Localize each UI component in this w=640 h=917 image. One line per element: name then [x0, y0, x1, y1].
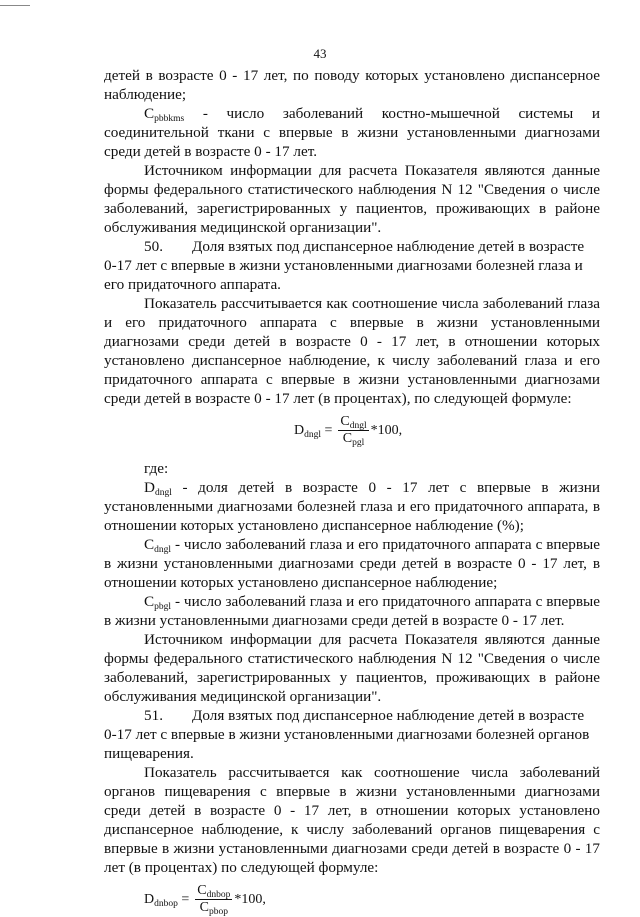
- definition-text: - число заболеваний костно-мышечной системы и соединительной ткани с впервые в жизни установленными диагнозами среди детей в возрасте 0 - 17 лет.: [104, 105, 600, 160]
- symbol-subscript: pbbkms: [154, 114, 185, 124]
- formula-tail: *100,: [234, 892, 266, 907]
- definition-text: - число заболеваний глаза и его придаточного аппарата с впервые в жизни установленными диагнозами среди детей в возрасте 0 - 17 лет, в отношении которых установлено диспансерное наблюдение;: [104, 536, 600, 591]
- source-paragraph-2: Источником информации для расчета Показателя являются данные формы федерального статистического наблюдения N 12 "Сведения о числе заболеваний, зарегистрированных у пациентов, проживающих в районе обслуживания медицинской организации".: [104, 631, 600, 705]
- definition-cpbbkms: [104, 104, 600, 161]
- paragraph-continuation: детей в возрасте 0 - 17 лет, по поводу которых установлено диспансерное наблюдение;: [104, 67, 600, 103]
- formula-dngl: [294, 414, 600, 447]
- definition-cdngl: [104, 535, 600, 592]
- method-paragraph-1: Показатель рассчитывается как соотношение числа заболеваний глаза и его придаточного аппарата с впервые в жизни установленными диагнозами среди детей в возрасте 0 - 17 лет, в отношении которых установлено диспансерное наблюдение, к числу заболеваний глаза и его придаточного аппарата с впервые в жизни установленными диагнозами среди детей в возрасте 0 - 17 лет (в процентах), по следующей формуле:: [104, 295, 600, 407]
- formula-lhs: $D_{dnbop}$ =: [144, 892, 190, 909]
- source-paragraph-1: Источником информации для расчета Показателя являются данные формы федерального статистического наблюдения N 12 "Сведения о числе заболеваний, зарегистрированных у пациентов, проживающих в районе обслуживания медицинской организации".: [104, 162, 600, 236]
- document-body: [104, 66, 600, 916]
- method-paragraph-2: Показатель рассчитывается как соотношение числа заболеваний органов пищеварения с впервые в жизни установленными диагнозами среди детей в возрасте 0 - 17 лет, в отношении которых установлено диспансерное наблюдение, к числу заболеваний органов пищеварения с впервые в жизни установленными диагнозами среди детей в возрасте 0 - 17 лет (в процентах) по следующей формуле:: [104, 764, 600, 876]
- item-51-heading: [104, 706, 600, 763]
- symbol-subscript: pbgl: [154, 602, 172, 612]
- symbol-subscript: dngl: [154, 488, 172, 498]
- symbol-subscript: dngl: [154, 545, 172, 555]
- formula-fraction: [195, 883, 232, 916]
- fraction-numerator: $C_{dngl}$: [340, 414, 367, 431]
- symbol: D: [144, 479, 155, 496]
- formula-lhs: $D_{dngl}$ =: [294, 423, 333, 440]
- definition-text: - доля детей в возрасте 0 - 17 лет с впервые в жизни установленными диагнозами болезней глаза и его придаточного аппарата, в отношении которых установлено диспансерное наблюдение (%);: [104, 479, 600, 534]
- definition-text: - число заболеваний глаза и его придаточного аппарата с впервые в жизни установленными диагнозами среди детей в возрасте 0 - 17 лет.: [104, 593, 600, 629]
- where-label: где:: [144, 460, 169, 477]
- formula-tail: *100,: [370, 423, 403, 438]
- item-title: Доля взятых под диспансерное наблюдение детей в возрасте 0-17 лет с впервые в жизни установленными диагнозами болезней органов пищеварения.: [104, 707, 590, 762]
- symbol: C: [144, 105, 155, 122]
- definition-ddngl: [104, 478, 600, 535]
- formula-fraction: [338, 414, 368, 447]
- definition-cpbgl: [104, 592, 600, 630]
- top-rule: [0, 5, 30, 6]
- item-50-heading: [104, 237, 600, 294]
- symbol: C: [144, 536, 155, 553]
- formula-dnbop: [144, 883, 600, 916]
- item-number: 51.: [144, 707, 163, 724]
- page-number: 43: [313, 46, 327, 61]
- item-title: Доля взятых под диспансерное наблюдение детей в возрасте 0-17 лет с впервые в жизни установленными диагнозами болезней глаза и его придаточного аппарата.: [104, 238, 585, 293]
- fraction-denominator: $C_{pbop}$: [199, 900, 228, 917]
- item-number: 50.: [144, 238, 163, 255]
- symbol: C: [144, 593, 155, 610]
- fraction-denominator: $C_{pgl}$: [342, 431, 365, 448]
- fraction-numerator: $C_{dnbop}$: [197, 883, 231, 900]
